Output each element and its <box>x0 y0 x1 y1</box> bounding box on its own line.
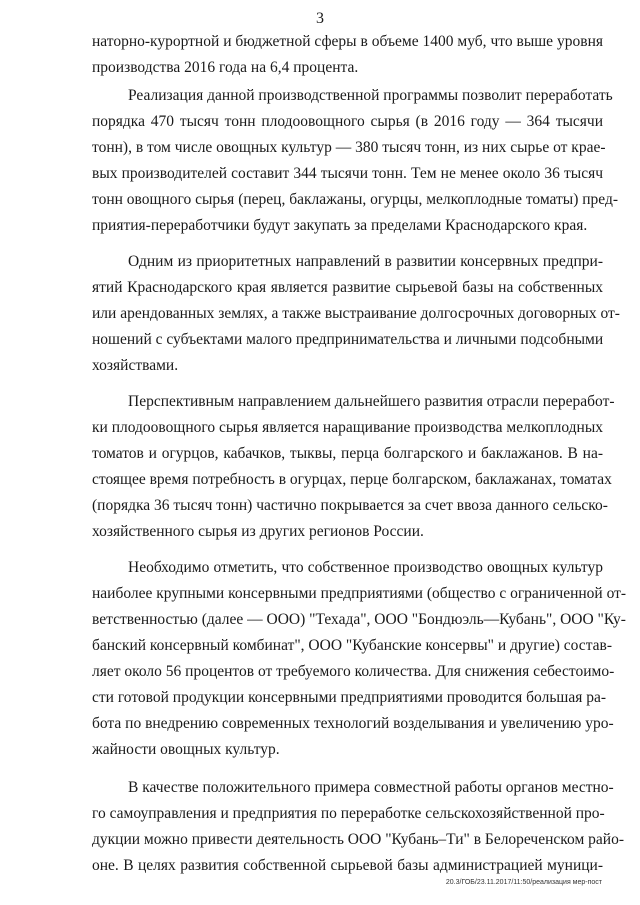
page-number: 3 <box>316 10 324 27</box>
text-line: производства 2016 года на 6,4 процента. <box>92 59 359 76</box>
paragraph-first-line: В качестве положительного примера совместной работы органов местно- <box>128 779 614 796</box>
text-line: сти готовой продукции консервными предприятиями проводится большая ра- <box>92 689 606 706</box>
text-line: ношений с субъектами малого предпринимательства и личными подсобными <box>92 331 604 348</box>
text-line: го самоуправления и предприятия по переработке сельскохозяйственной про- <box>92 805 605 822</box>
text-line: томатов и огурцов, кабачков, тыквы, перца болгарского и баклажанов. В на- <box>92 445 603 462</box>
text-line: вых производителей составит 344 тысячи тонн. Тем не менее около 36 тысяч <box>92 165 603 182</box>
text-line: дукции можно привести деятельность ООО "Кубань–Ти" в Белореченском райо- <box>92 831 624 848</box>
footer-file-stamp: 20.3/ГОБ/23.11.2017/11:50/реализация мер-пост <box>445 879 602 886</box>
text-line: стоящее время потребность в огурцах, перце болгарском, баклажанах, томатах <box>92 471 612 488</box>
text-line: порядка 470 тысяч тонн плодоовощного сырья (в 2016 году — 364 тысячи <box>92 113 603 130</box>
text-line: или арендованных землях, а также выстраивание долгосрочных договорных от- <box>92 305 620 322</box>
text-line: наиболее крупными консервными предприятиями (общество с ограниченной от- <box>92 585 627 602</box>
text-line: тонн овощного сырья (перец, баклажаны, огурцы, мелкоплодные томаты) пред- <box>92 191 619 208</box>
text-line: ятий Краснодарского края является развитие сырьевой базы на собственных <box>92 279 603 296</box>
text-line: наторно-курортной и бюджетной сферы в объеме 1400 муб, что выше уровня <box>92 33 603 50</box>
paragraph-first-line: Перспективным направлением дальнейшего развития отрасли переработ- <box>128 393 615 410</box>
text-line: ветственностью (далее — ООО) "Техада", ООО "Бондюэль—Кубань", ООО "Ку- <box>92 611 626 628</box>
text-line: оне. В целях развития собственной сырьевой базы администрацией муници- <box>92 857 603 874</box>
paragraph-first-line: Необходимо отметить, что собственное производство овощных культур <box>128 559 603 576</box>
text-line: бота по внедрению современных технологий возделывания и увеличению уро- <box>92 715 614 732</box>
text-line: ки плодоовощного сырья является наращивание производства мелкоплодных <box>92 419 604 436</box>
text-line: ляет около 56 процентов от требуемого количества. Для снижения себестоимо- <box>92 663 615 680</box>
text-line: хозяйствами. <box>92 357 179 374</box>
paragraph-first-line: Реализация данной производственной программы позволит переработать <box>128 87 613 104</box>
text-line: тонн), в том числе овощных культур — 380 тысяч тонн, из них сырье от крае- <box>92 139 606 156</box>
text-line: (порядка 36 тысяч тонн) частично покрывается за счет ввоза данного сельско- <box>92 497 608 514</box>
text-line: жайности овощных культур. <box>92 741 280 758</box>
text-line: хозяйственного сырья из других регионов России. <box>92 523 424 540</box>
paragraph-first-line: Одним из приоритетных направлений в развитии консервных предпри- <box>128 253 603 270</box>
text-line: приятия-переработчики будут закупать за пределами Краснодарского края. <box>92 217 588 234</box>
text-line: банский консервный комбинат", ООО "Кубанские консервы" и другие) состав- <box>92 637 613 654</box>
